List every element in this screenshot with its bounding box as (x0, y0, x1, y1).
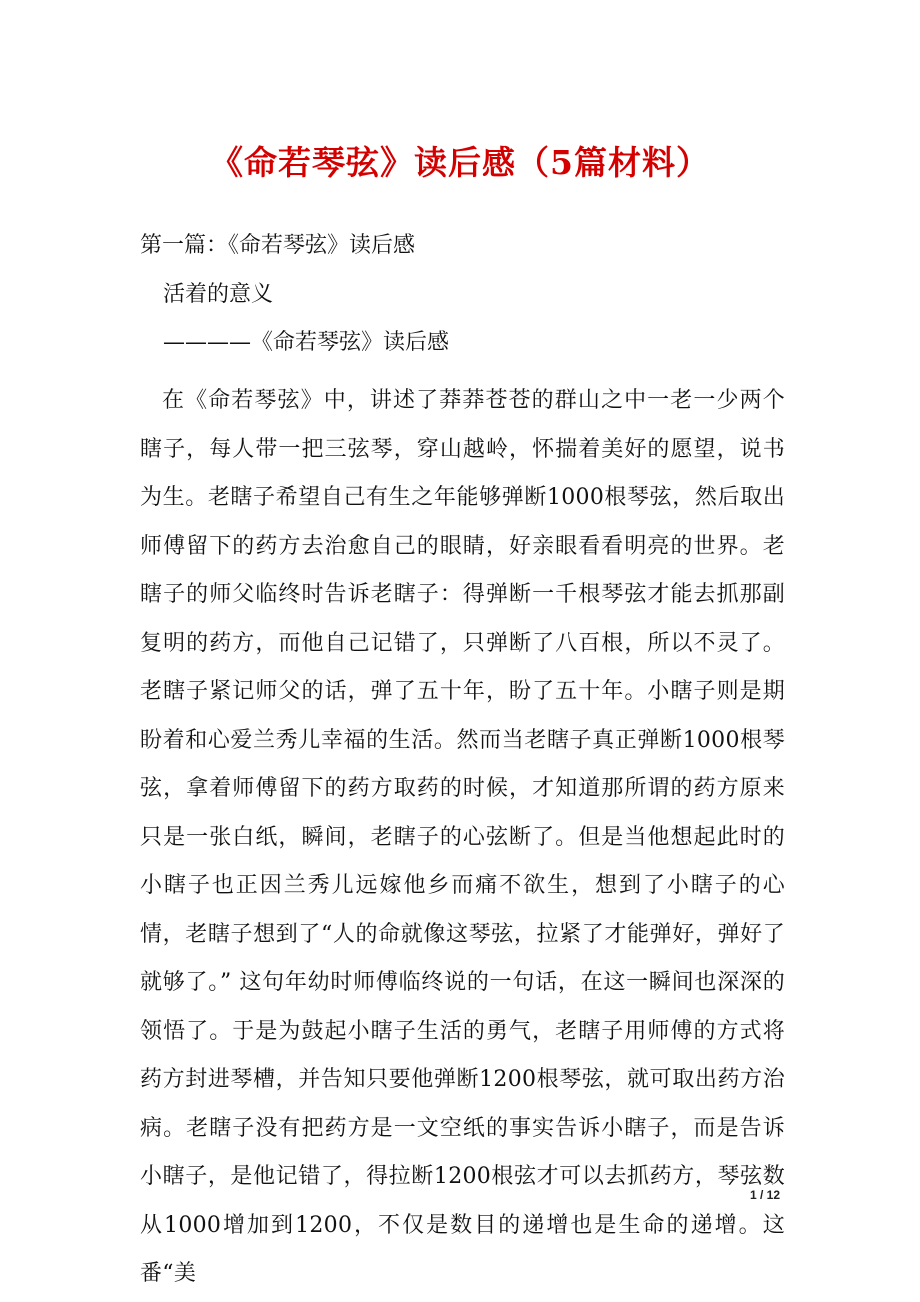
subtitle: 活着的意义 (163, 282, 274, 307)
document-title: 《命若琴弦》读后感（5篇材料） (210, 143, 710, 182)
subtitle-line-2: ————《命若琴弦》读后感 (163, 330, 450, 355)
section-heading: 第一篇：《命若琴弦》读后感 (140, 233, 416, 258)
paragraph-1: 在《命若琴弦》中，讲述了莽莽苍苍的群山之中一老一少两个瞎子，每人带一把三弦琴，穿山越岭，怀揣着美好的愿望，说书为生。老瞎子希望自己有生之年能够弹断1000根琴弦，然后取出师傅留下的药方去治愈自己的眼睛，好亲眼看看明亮的世界。老瞎子的师父临终时告诉老瞎子：得弹断一千根琴弦才能去抓那副复明的药方，而他自己记错了，只弹断了八百根，所以不灵了。老瞎子紧记师父的话，弹了五十年，盼了五十年。小瞎子则是期盼着和心爱兰秀儿幸福的生活。然而当老瞎子真正弹断1000根琴弦，拿着师傅留下的药方取药的时候，才知道那所谓的药方原来只是一张白纸，瞬间，老瞎子的心弦断了。但是当他想起此时的小瞎子也正因兰秀儿远嫁他乡而痛不欲生，想到了小瞎子的心情，老瞎子想到了“人的命就像这琴弦，拉紧了才能弹好，弹好了就够了。” 这句年幼时师傅临终说的一句话，在这一瞬间也深深的领悟了。于是为鼓起小瞎子生活的勇气，老瞎子用师傅的方式将药方封进琴槽，并告知只要他弹断1200根琴弦，就可取出药方治病。老瞎子没有把药方是一文空纸的事实告诉小瞎子，而是告诉小瞎子，是他记错了，得拉断1200根弦才可以去抓药方，琴弦数从1000增加到1200，不仅是数目的递增也是生命的递增。这番“美 (140, 388, 785, 1286)
body-text (140, 377, 785, 1299)
page-number: 1 / 12 (749, 1188, 780, 1202)
